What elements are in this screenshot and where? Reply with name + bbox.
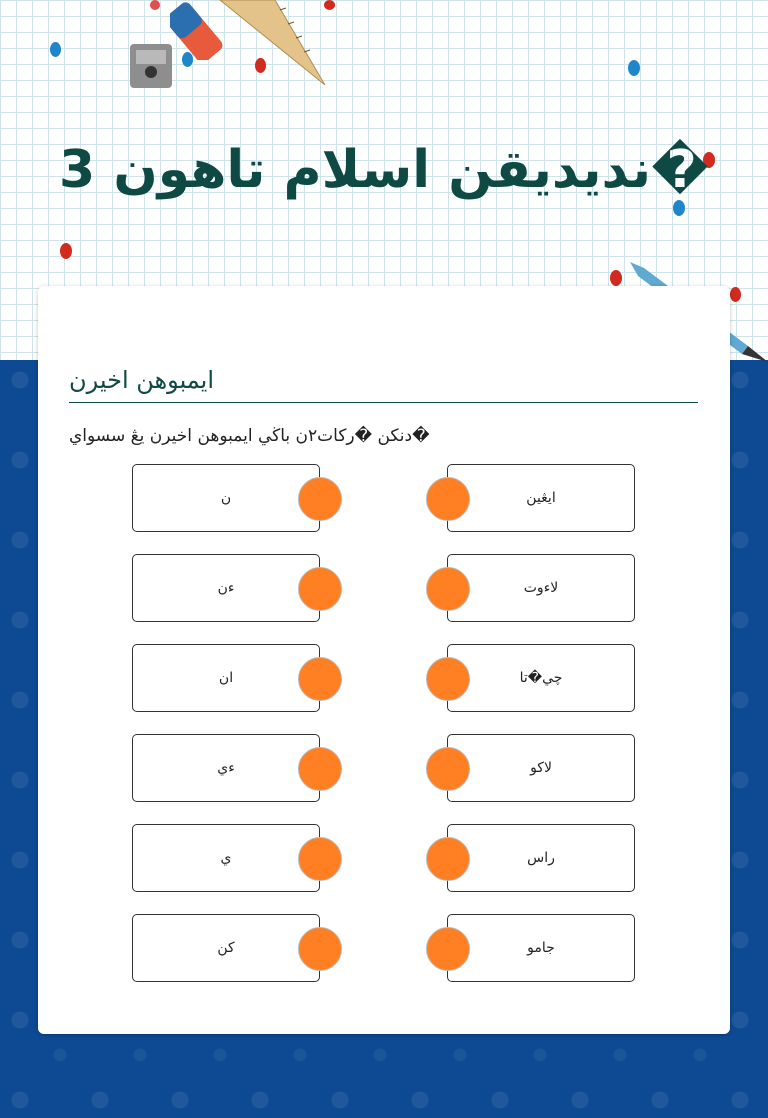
match-item-label: ايڠين <box>526 490 556 506</box>
connector-handle-right[interactable] <box>426 927 470 971</box>
match-item-label: لاءوت <box>523 580 559 596</box>
connector-handle-right[interactable] <box>426 657 470 701</box>
match-item-label: چي�تا <box>519 670 563 686</box>
match-item-left <box>132 824 320 892</box>
confetti-dot <box>324 0 335 10</box>
connector-handle-left[interactable] <box>298 747 342 791</box>
match-item-right <box>447 734 635 802</box>
match-item-label: ءي <box>217 760 235 776</box>
match-item-left <box>132 554 320 622</box>
match-item-label: ان <box>218 670 234 686</box>
connector-handle-left[interactable] <box>298 927 342 971</box>
connector-handle-left[interactable] <box>298 477 342 521</box>
match-item-left <box>132 644 320 712</box>
match-item-label: راس <box>527 850 555 866</box>
confetti-dot <box>610 270 622 286</box>
confetti-dot <box>673 200 685 216</box>
match-item-right <box>447 644 635 712</box>
match-item-right <box>447 824 635 892</box>
instruction-text-container <box>69 426 698 446</box>
match-item-right <box>447 464 635 532</box>
match-item-label: لاكو <box>530 760 552 776</box>
page-title: �نديديقن اسلام تاهون 3 <box>59 140 709 200</box>
match-item-label: ن <box>220 490 232 506</box>
connector-handle-right[interactable] <box>426 567 470 611</box>
connector-handle-right[interactable] <box>426 477 470 521</box>
confetti-dot <box>628 60 640 76</box>
connector-handle-left[interactable] <box>298 837 342 881</box>
connector-handle-left[interactable] <box>298 657 342 701</box>
match-item-label: ءن <box>217 580 235 596</box>
match-item-left <box>132 914 320 982</box>
confetti-dot <box>182 52 193 67</box>
confetti-dot <box>255 58 266 73</box>
section-heading <box>69 366 698 403</box>
match-item-right <box>447 554 635 622</box>
match-item-left <box>132 734 320 802</box>
confetti-dot <box>150 0 160 10</box>
match-item-label: ي <box>220 850 232 866</box>
eraser-icon <box>170 0 240 60</box>
sharpener-icon <box>126 40 176 92</box>
section-heading-text: ايمبوهن اخيرن <box>69 366 215 394</box>
match-item-left <box>132 464 320 532</box>
confetti-dot <box>50 42 61 57</box>
confetti-dot <box>730 287 741 302</box>
instruction-text: �دنكن �ركات٢ن باڬي ايمبوهن اخيرن يڠ سسواي <box>69 426 430 446</box>
connector-handle-right[interactable] <box>426 837 470 881</box>
confetti-dot <box>60 243 72 259</box>
connector-handle-left[interactable] <box>298 567 342 611</box>
match-item-label: كن <box>217 940 235 956</box>
connector-handle-right[interactable] <box>426 747 470 791</box>
match-item-right <box>447 914 635 982</box>
match-item-label: جامو <box>527 940 555 956</box>
